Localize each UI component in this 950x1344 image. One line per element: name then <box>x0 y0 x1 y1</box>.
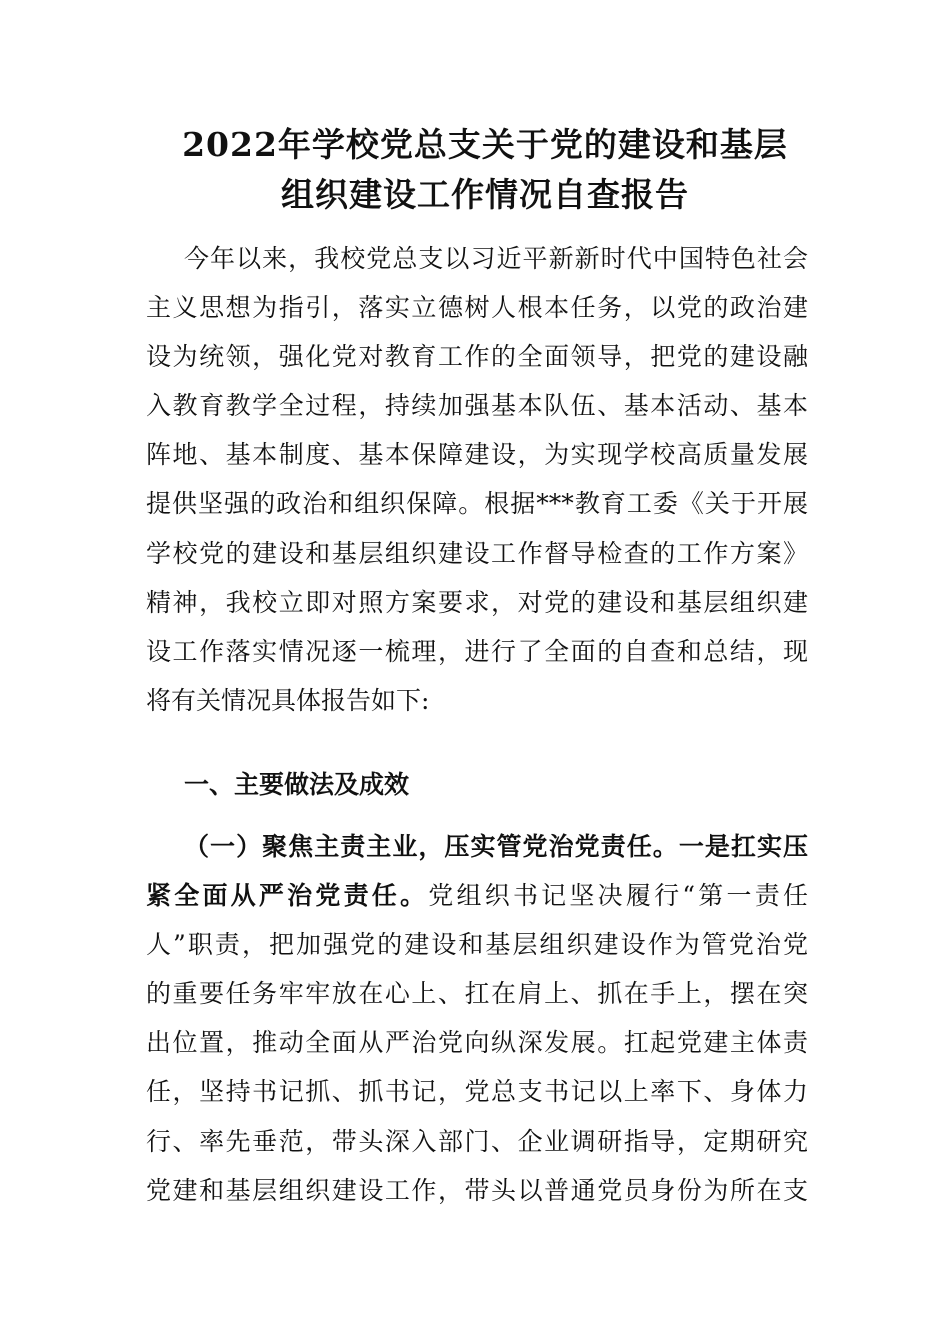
intro-line: 设为统领，强化党对教育工作的全面领导，把党的建设融 <box>146 342 808 372</box>
intro-paragraph <box>146 234 808 725</box>
intro-line: 精神，我校立即对照方案要求，对党的建设和基层组织建 <box>146 587 808 617</box>
section-line: 党建和基层组织建设工作，带头以普通党员身份为所在支 <box>146 1175 808 1205</box>
section-line-text: 党组织书记坚决履行“第一责任 <box>428 881 808 911</box>
intro-line: 提供坚强的政治和组织保障。根据***教育工委《关于开展 <box>146 489 808 519</box>
section-line: 出位置，推动全面从严治党向纵深发展。扛起党建主体责 <box>146 1028 808 1058</box>
section-line: 人”职责，把加强党的建设和基层组织建设作为管党治党 <box>146 930 808 960</box>
section-line: 的重要任务牢牢放在心上、扛在肩上、抓在手上，摆在突 <box>146 979 808 1009</box>
intro-line: 今年以来，我校党总支以习近平新新时代中国特色社会 <box>184 244 808 273</box>
intro-line: 阵地、基本制度、基本保障建设，为实现学校高质量发展 <box>146 440 808 470</box>
title-line-2: 组织建设工作情况自查报告 <box>281 175 689 214</box>
section-line <box>146 871 808 920</box>
section-paragraph <box>146 822 808 1215</box>
document-title <box>140 120 830 220</box>
intro-line: 入教育教学全过程，持续加强基本队伍、基本活动、基本 <box>146 391 808 421</box>
section-line: 任，坚持书记抓、抓书记，党总支书记以上率下、身体力 <box>146 1077 808 1107</box>
section-subheading: （一）聚焦主责主业，压实管党治党责任。一是扛实压 <box>184 832 808 861</box>
section-heading: 一、主要做法及成效 <box>184 770 410 799</box>
title-line-1: 2022年学校党总支关于党的建设和基层 <box>182 125 788 164</box>
intro-line: 主义思想为指引，落实立德树人根本任务，以党的政治建 <box>146 293 808 323</box>
intro-line: 将有关情况具体报告如下: <box>146 685 430 715</box>
section-line: 行、率先垂范，带头深入部门、企业调研指导，定期研究 <box>146 1126 808 1156</box>
intro-line: 学校党的建设和基层组织建设工作督导检查的工作方案》 <box>146 538 808 568</box>
section-emphasis: 紧全面从严治党责任。 <box>146 881 429 911</box>
intro-line: 设工作落实情况逐一梳理，进行了全面的自查和总结，现 <box>146 636 808 666</box>
